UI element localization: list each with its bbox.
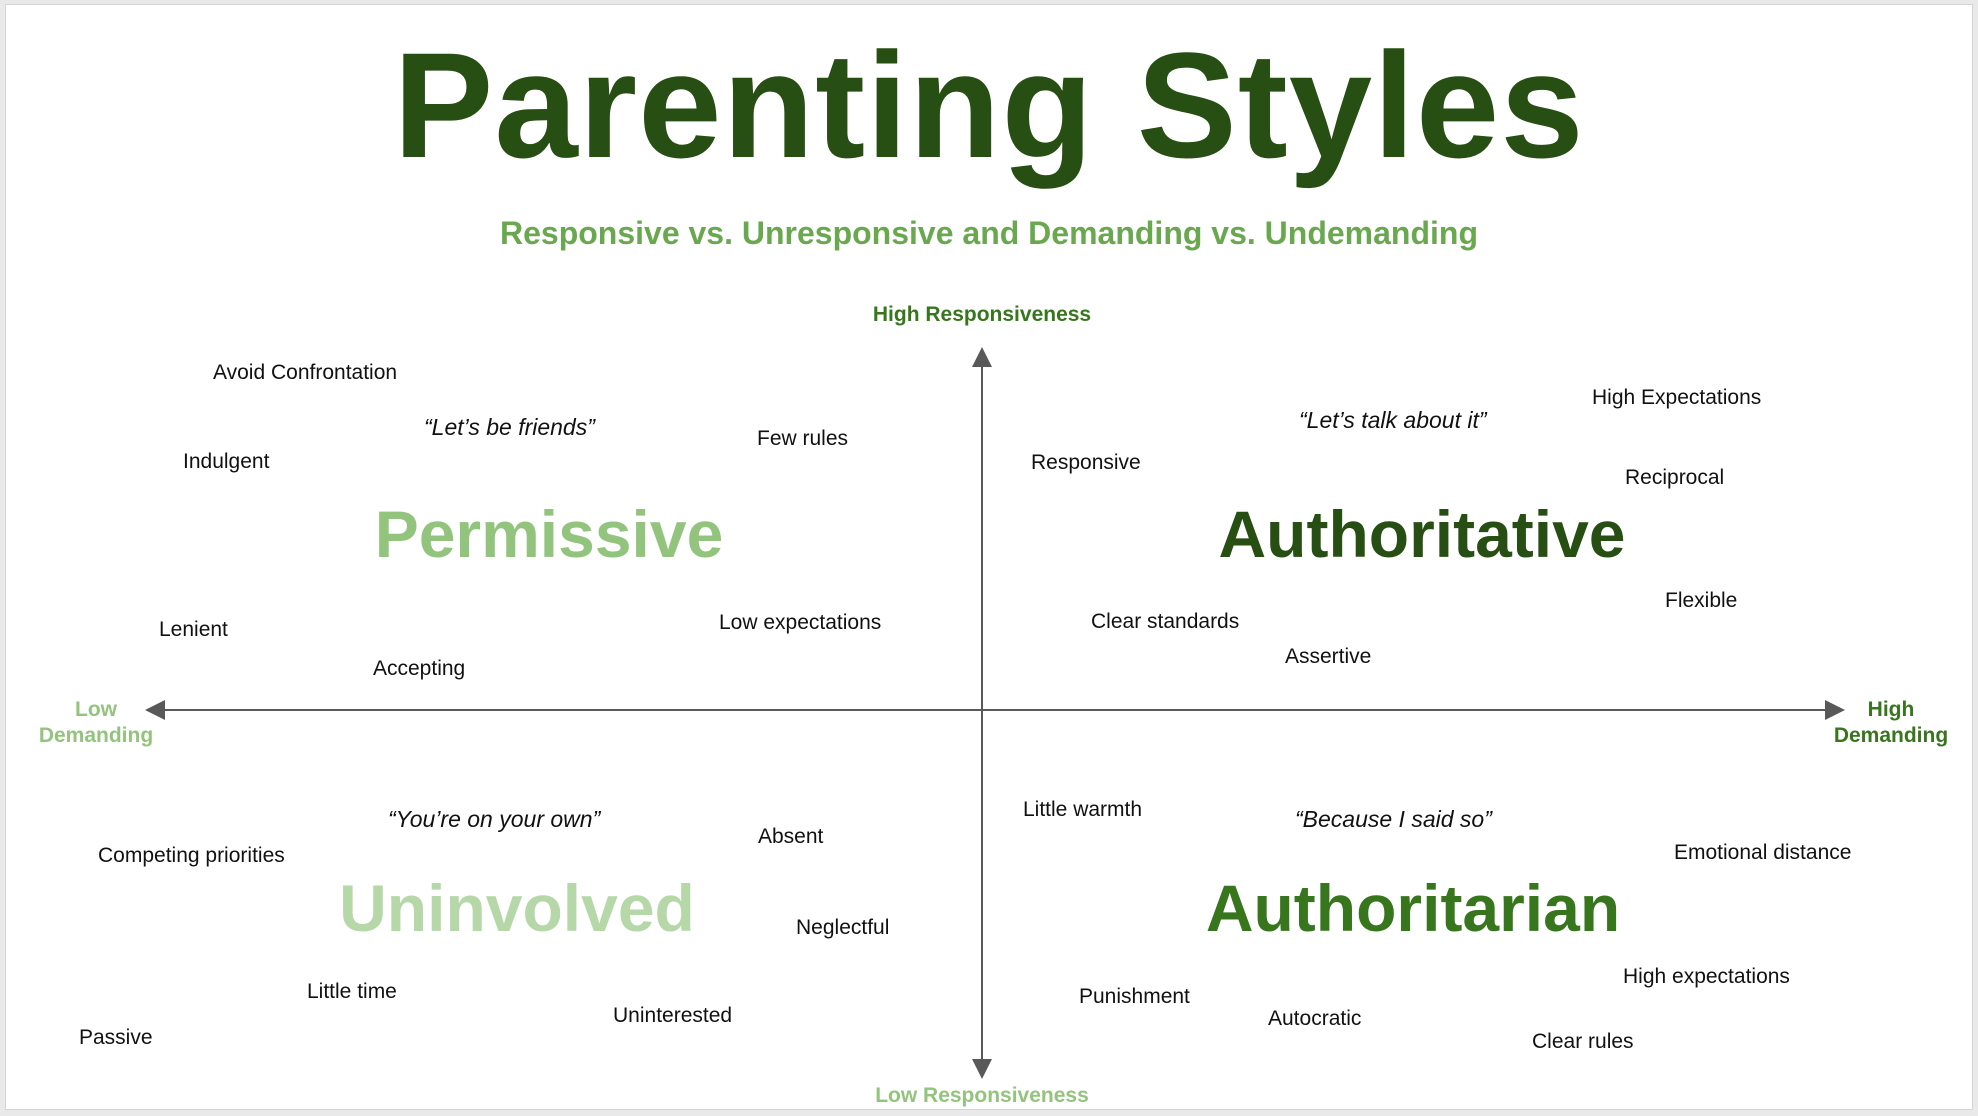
keyword-little-time: Little time [307, 980, 397, 1003]
keyword-absent: Absent [758, 825, 824, 848]
keyword-indulgent: Indulgent [183, 450, 270, 473]
style-authoritarian: Authoritarian [1205, 871, 1621, 945]
keyword-clear-rules: Clear rules [1532, 1030, 1634, 1053]
keyword-autocratic: Autocratic [1268, 1007, 1362, 1030]
axis-label-low-demanding [26, 697, 166, 749]
axis-label-high-demanding-line1: High [1867, 698, 1915, 721]
quote-authoritative: “Let’s talk about it” [1299, 407, 1487, 433]
keyword-responsive: Responsive [1031, 451, 1141, 474]
axis-label-low-responsiveness: Low Responsiveness [875, 1084, 1089, 1107]
keyword-flexible: Flexible [1665, 589, 1738, 612]
page-subtitle: Responsive vs. Unresponsive and Demanding vs. Undemanding [499, 215, 1478, 251]
keyword-clear-standards: Clear standards [1091, 610, 1240, 633]
keyword-passive: Passive [79, 1026, 153, 1049]
keyword-high-expectations: High Expectations [1592, 386, 1762, 409]
keyword-little-warmth: Little warmth [1023, 798, 1143, 821]
keyword-competing-priorities: Competing priorities [98, 844, 285, 867]
keyword-reciprocal: Reciprocal [1625, 466, 1725, 489]
axis-label-low-demanding-line1: Low [75, 698, 117, 721]
axis-label-high-demanding [1821, 697, 1961, 749]
keyword-assertive: Assertive [1285, 645, 1372, 668]
quote-authoritarian: “Because I said so” [1295, 806, 1492, 832]
style-permissive: Permissive [374, 497, 724, 571]
keyword-punishment: Punishment [1079, 985, 1190, 1008]
keyword-uninterested: Uninterested [613, 1004, 733, 1027]
slide [5, 4, 1973, 1110]
keyword-few-rules: Few rules [757, 427, 849, 450]
keyword-lenient: Lenient [159, 618, 228, 641]
keyword-accepting: Accepting [373, 657, 466, 680]
keyword-neglectful: Neglectful [796, 916, 890, 939]
style-authoritative: Authoritative [1218, 497, 1626, 571]
keyword-high-expectations-authoritarian: High expectations [1623, 965, 1790, 988]
keyword-avoid-confrontation: Avoid Confrontation [213, 361, 398, 384]
axis-label-low-demanding-line2: Demanding [38, 724, 154, 747]
quote-permissive: “Let’s be friends” [424, 414, 595, 440]
keyword-low-expectations: Low expectations [719, 611, 882, 634]
axis-label-high-demanding-line2: Demanding [1833, 724, 1949, 747]
style-uninvolved: Uninvolved [339, 871, 695, 945]
page-title: Parenting Styles [393, 21, 1585, 189]
axis-label-high-responsiveness: High Responsiveness [872, 303, 1092, 326]
quote-uninvolved: “You’re on your own” [388, 806, 601, 832]
keyword-emotional-distance: Emotional distance [1674, 841, 1852, 864]
